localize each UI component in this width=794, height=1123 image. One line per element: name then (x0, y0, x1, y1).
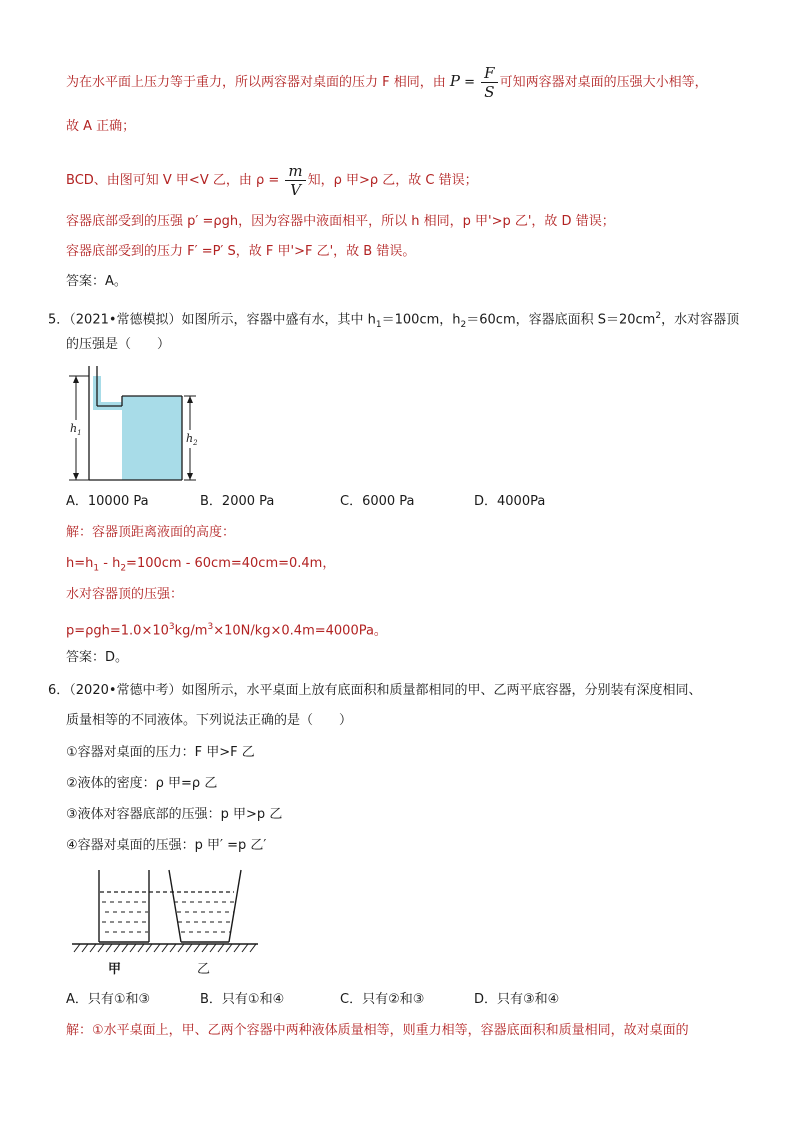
label-jia: 甲 (108, 962, 122, 977)
q5-solution-4: $p=\rho gh=1.0\times 10^3kg/m^3\times 10N/kg\times 0.4m=4000Pa$。 (66, 622, 387, 639)
statement-3: ③液体对容器底部的压强：p 甲>p 乙 (66, 807, 283, 822)
question-6-line-1: 6．（2020•常德中考）如图所示，水平桌面上放有底面积和质量都相同的甲、乙两平底容器，分别装有深度相同、 (48, 683, 702, 698)
container-yi (169, 870, 241, 942)
statement-2: ②液体的密度：ρ 甲=ρ 乙 (66, 776, 218, 791)
option-d[interactable]: D．只有③和④ (474, 992, 560, 1007)
table-hatching (74, 944, 256, 952)
question-6-options (66, 991, 626, 1009)
q6-solution-1: 解：①水平桌面上，甲、乙两个容器中两种液体质量相等，则重力相等，容器底面积和质量相同，故对桌面的 (66, 1023, 689, 1038)
h1-label: $h_1$ (70, 422, 82, 437)
option-d[interactable]: D．4000Pa (474, 494, 546, 509)
statement-1: ①容器对桌面的压力：F 甲>F 乙 (66, 745, 255, 760)
option-a[interactable]: A．10000 Pa (66, 494, 149, 509)
label-yi: 乙 (197, 962, 211, 977)
q5-solution-1: 解：容器顶距离液面的高度： (66, 525, 236, 540)
q5-solution-3: 水对容器顶的压强： (66, 587, 184, 602)
solution-line-3: BCD、由图可知 V 甲<V 乙，由 ρ = $\frac{m}{V}$ 知，ρ 甲>ρ 乙，故 C 错误； (66, 162, 478, 199)
solution-line-5: 容器底部受到的压力 F′ =P′ S，故 F 甲'>F 乙'，故 B 错误。 (66, 244, 416, 259)
solution-line-1: 为在水平面上压力等于重力，所以两容器对桌面的压力 F 相同，由 P = $\frac{F}{S}$ 可知两容器对桌面的压强大小相等， (66, 64, 708, 101)
answer-q4: 答案：A。 (66, 274, 127, 289)
question-5-line-1: 5．（2021•常德模拟）如图所示，容器中盛有水，其中 $h_1=100cm$，$h_2=60cm$，容器底面积 $S=20cm^2$，水对容器顶 (48, 311, 740, 330)
option-c[interactable]: C．只有②和③ (340, 992, 425, 1007)
question-6-line-2: 质量相等的不同液体。下列说法正确的是（ ） (66, 713, 353, 728)
two-containers-figure-q6 (68, 866, 258, 978)
option-b[interactable]: B．只有①和④ (200, 992, 285, 1007)
liquid-jia (102, 902, 148, 932)
question-5-options (66, 493, 626, 511)
h2-label: $h_2$ (186, 432, 198, 447)
option-a[interactable]: A．只有①和③ (66, 992, 151, 1007)
fraction-m-over-V: $\frac{m}{V}$ (285, 162, 305, 199)
solution-line-4: 容器底部受到的压强 p′ =ρgh，因为容器中液面相平，所以 h 相同，p 甲'>p 乙'，故 D 错误； (66, 214, 615, 229)
solution-line-2: 故 A 正确； (66, 119, 136, 134)
option-c[interactable]: C．6000 Pa (340, 494, 415, 509)
option-b[interactable]: B．2000 Pa (200, 494, 275, 509)
statement-4: ④容器对桌面的压强：p 甲′ =p 乙′ (66, 838, 267, 853)
pressure-symbol: P (449, 72, 460, 90)
fraction-F-over-S: $\frac{F}{S}$ (481, 64, 497, 101)
container-figure-q5 (66, 366, 206, 484)
container-jia (99, 870, 149, 942)
answer-q5: 答案：D。 (66, 650, 129, 665)
question-5-line-2: 的压强是（ ） (66, 337, 171, 352)
q5-solution-2: $h=h_1 - h_2=100cm - 60cm=40cm=0.4m$， (66, 556, 336, 574)
liquid-yi (174, 902, 236, 932)
